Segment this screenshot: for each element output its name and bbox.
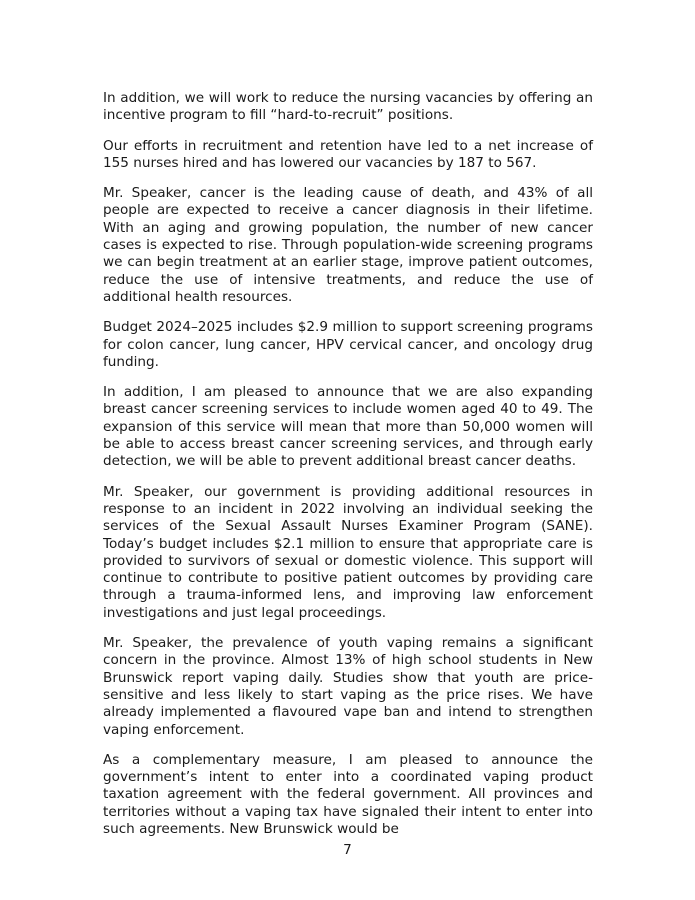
paragraph-youth-vaping: Mr. Speaker, the prevalence of youth vaping remains a significant concern in the province. Almost 13% of high school students in New Brunswick report vaping daily. Studies show that youth are price-sensitive and less likely to start vaping as the price rises. We have already implemented a flavoured vape ban and intend to strengthen vaping enforcement.	[103, 635, 593, 738]
paragraph-recruitment-retention: Our efforts in recruitment and retention have led to a net increase of 155 nurses hired and has lowered our vacancies by 187 to 567.	[103, 137, 593, 171]
document-body	[103, 90, 593, 851]
paragraph-breast-screening: In addition, I am pleased to announce that we are also expanding breast cancer screening services to include women aged 40 to 49. The expansion of this service will mean that more than 50,000 women will be able to access breast cancer screening services, and through early detection, we will be able to prevent additional breast cancer deaths.	[103, 384, 593, 470]
paragraph-cancer-leading-cause: Mr. Speaker, cancer is the leading cause of death, and 43% of all people are expected to receive a cancer diagnosis in their lifetime. With an aging and growing population, the number of new cancer cases is expected to rise. Through population-wide screening programs we can begin treatment at an earlier stage, improve patient outcomes, reduce the use of intensive treatments, and reduce the use of additional health resources.	[103, 185, 593, 305]
paragraph-screening-budget: Budget 2024–2025 includes $2.9 million to support screening programs for colon cancer, lung cancer, HPV cervical cancer, and oncology drug funding.	[103, 319, 593, 370]
paragraph-nursing-incentive: In addition, we will work to reduce the nursing vacancies by offering an incentive program to fill “hard-to-recruit” positions.	[103, 90, 593, 124]
paragraph-sane-program: Mr. Speaker, our government is providing additional resources in response to an incident in 2022 involving an individual seeking the services of the Sexual Assault Nurses Examiner Program (SANE). Today’s budget includes $2.1 million to ensure that appropriate care is provided to survivors of sexual or domestic violence. This support will continue to contribute to positive patient outcomes by providing care through a trauma-informed lens, and improving law enforcement investigations and just legal proceedings.	[103, 483, 593, 621]
paragraph-vaping-taxation: As a complementary measure, I am pleased to announce the government’s intent to enter into a coordinated vaping product taxation agreement with the federal government. All provinces and territories without a vaping tax have signaled their intent to enter into such agreements. New Brunswick would be	[103, 751, 593, 837]
page-number: 7	[343, 842, 352, 858]
